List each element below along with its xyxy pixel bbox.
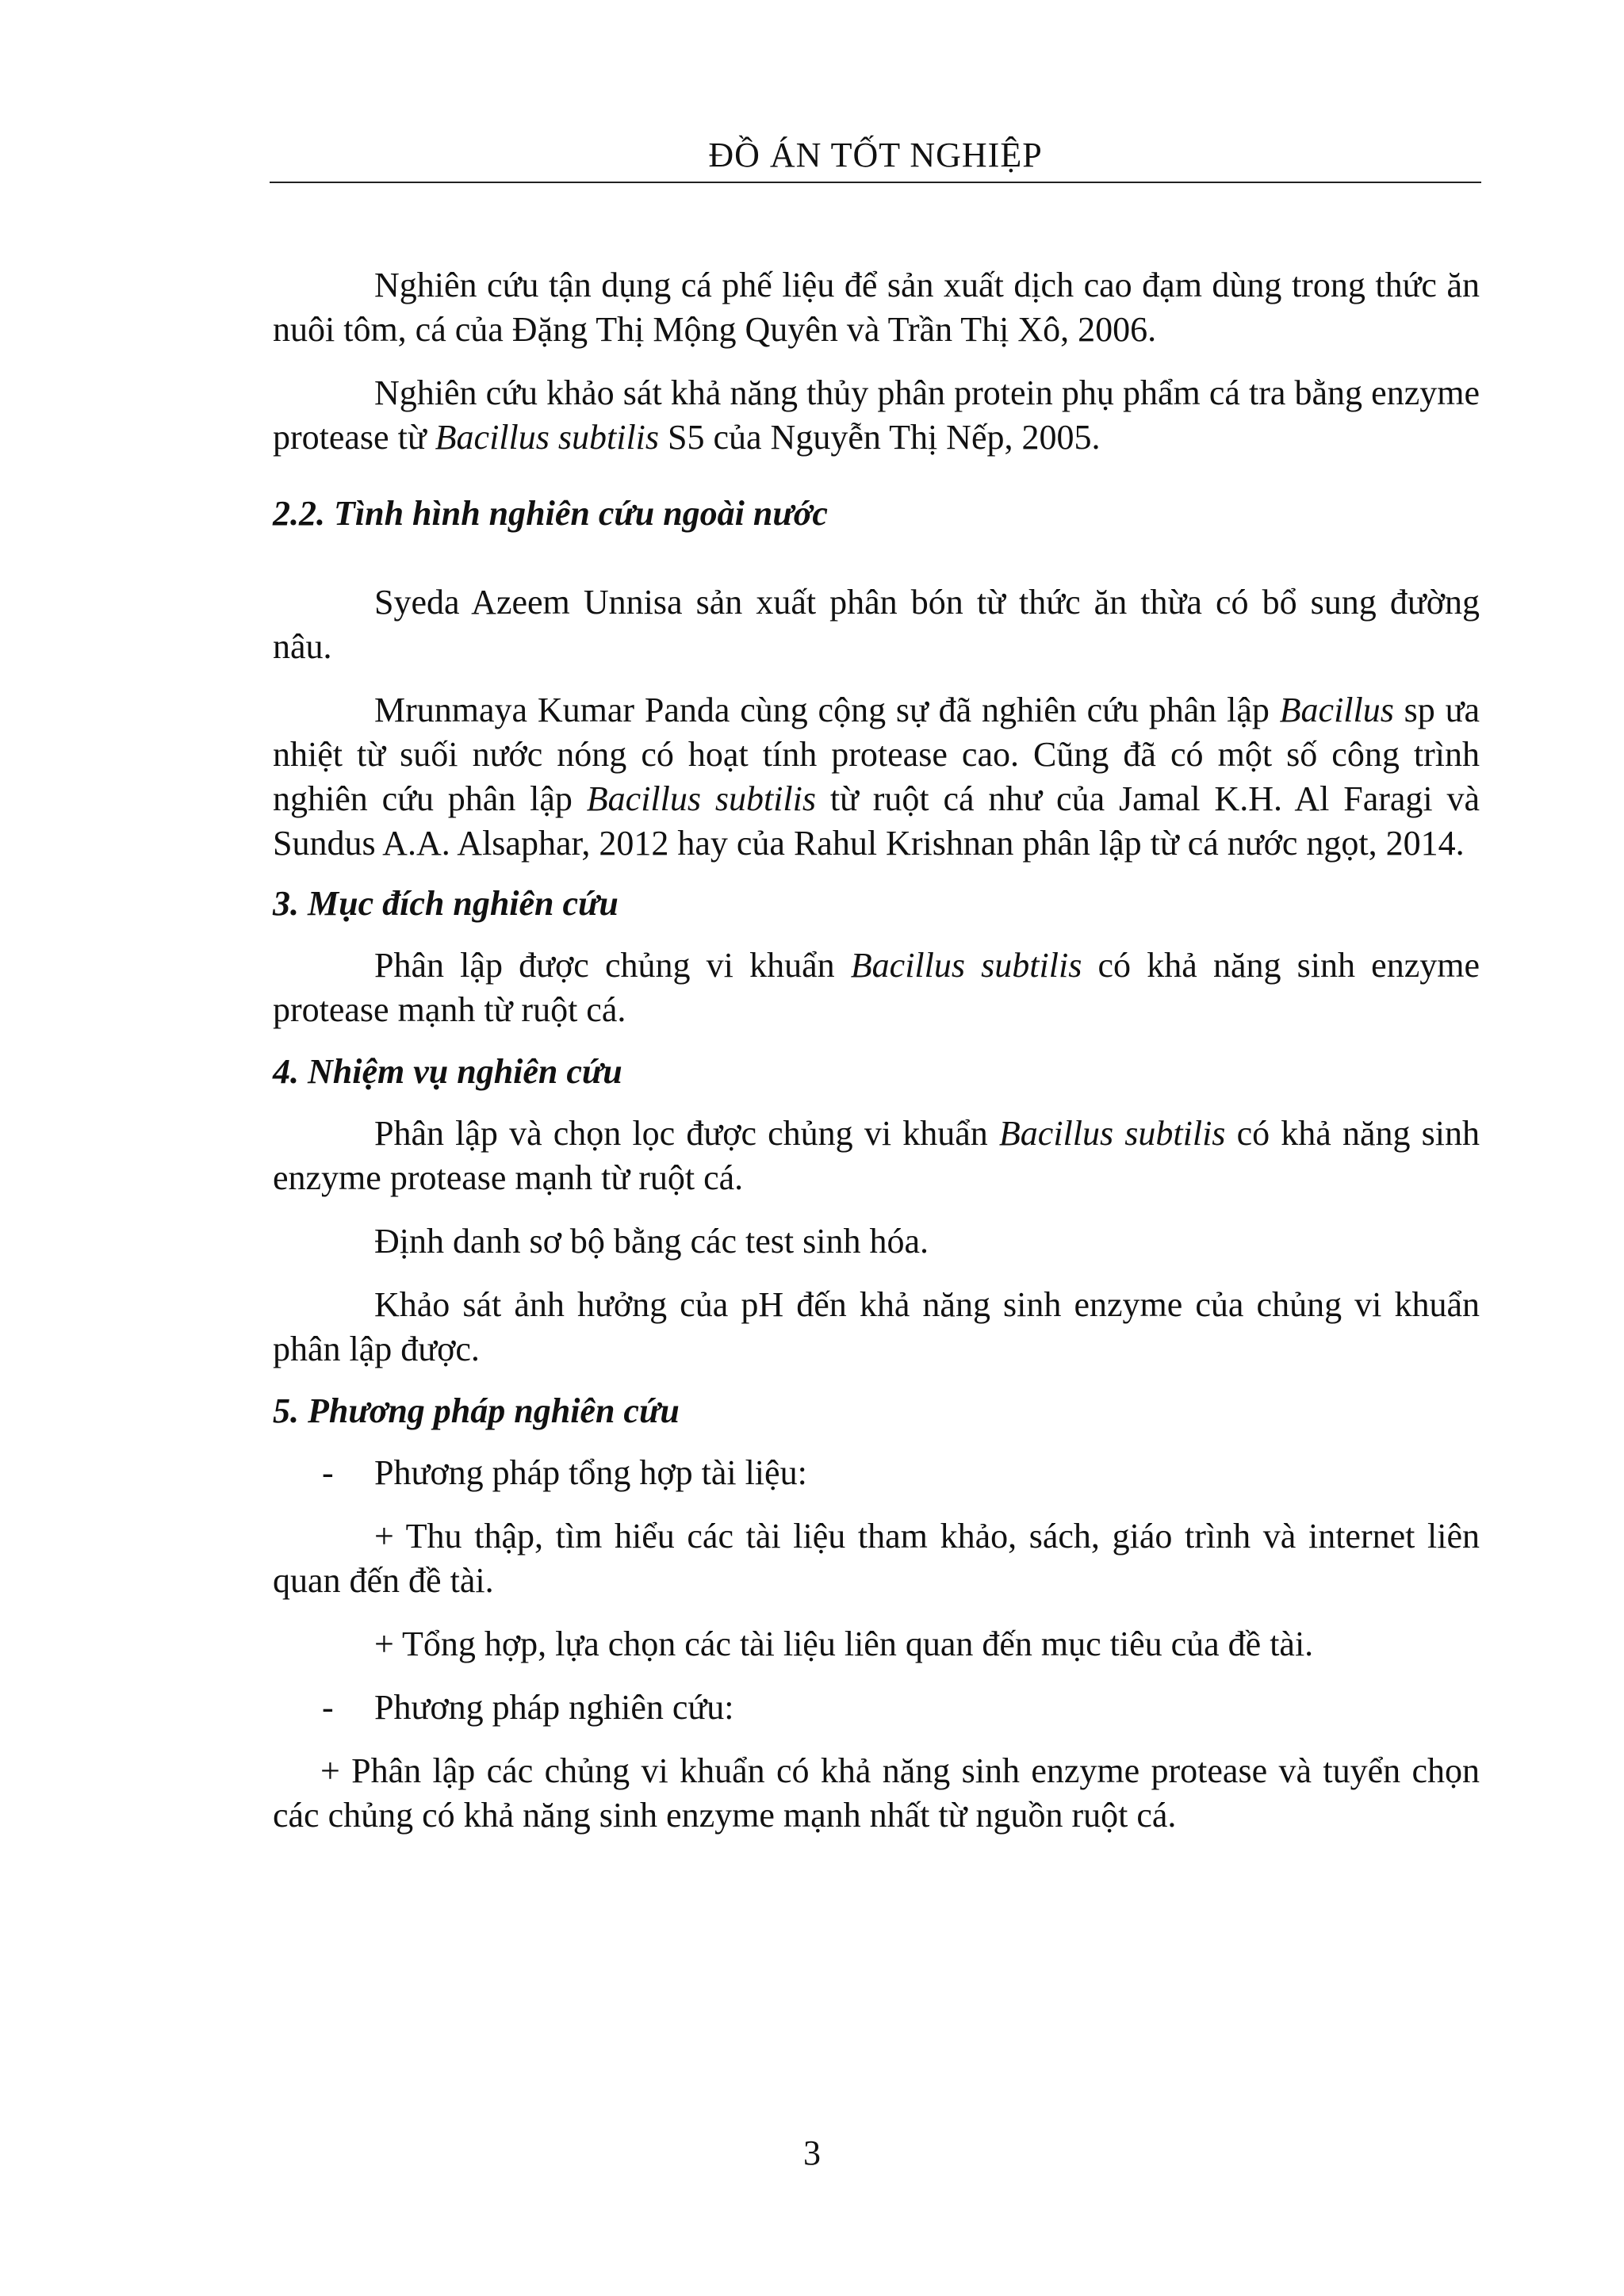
- paragraph-task-ph-survey: Khảo sát ảnh hưởng của pH đến khả năng sinh enzyme của chủng vi khuẩn phân lập được.: [273, 1285, 1480, 1368]
- species-name: Bacillus: [1279, 691, 1394, 729]
- text-run: Phân lập được chủng vi khuẩn: [374, 946, 851, 985]
- paragraph-collect-literature: + Thu thập, tìm hiểu các tài liệu tham khảo, sách, giáo trình và internet liên quan đến đề tài.: [273, 1517, 1480, 1600]
- list-item-literature-method: [273, 1451, 1480, 1495]
- text-run: Phân lập và chọn lọc được chủng vi khuẩn: [374, 1114, 999, 1153]
- text-run: Nghiên cứu khảo sát khả năng thủy phân protein phụ phẩm cá tra bằng enzyme protease từ: [273, 373, 1480, 457]
- paragraph-fertilizer-study: Syeda Azeem Unnisa sản xuất phân bón từ thức ăn thừa có bổ sung đường nâu.: [273, 583, 1480, 666]
- paragraph-objective: [273, 943, 1480, 1032]
- text-run: Mrunmaya Kumar Panda cùng cộng sự đã nghiên cứu phân lập: [374, 691, 1280, 729]
- paragraph-synthesize-literature: + Tổng hợp, lựa chọn các tài liệu liên quan đến mục tiêu của đề tài.: [374, 1624, 1314, 1663]
- header-rule: [270, 182, 1481, 183]
- page-number: 3: [803, 2133, 821, 2172]
- document-body: [273, 263, 1480, 1838]
- species-name: Bacillus subtilis: [586, 779, 816, 818]
- text-run: S5 của Nguyễn Thị Nếp, 2005.: [659, 418, 1101, 457]
- list-item-label: Phương pháp tổng hợp tài liệu:: [374, 1453, 807, 1492]
- list-item-research-method: [273, 1686, 1480, 1730]
- running-header: ĐỒ ÁN TỐT NGHIỆP: [708, 136, 1043, 174]
- text-run: có khả năng sinh enzyme protease mạnh từ ruột cá.: [273, 1114, 1480, 1197]
- paragraph-hydrolysis-study: [273, 371, 1480, 460]
- paragraph-bacillus-isolation: [273, 688, 1480, 866]
- text-run: có khả năng sinh enzyme protease mạnh từ ruột cá.: [273, 946, 1480, 1029]
- section-heading-5: 5. Phương pháp nghiên cứu: [273, 1391, 680, 1430]
- dash-bullet: -: [322, 1688, 334, 1727]
- list-item-label: Phương pháp nghiên cứu:: [374, 1688, 734, 1727]
- dash-bullet: -: [322, 1453, 334, 1492]
- text-run: từ ruột cá như của Jamal K.H. Al Faragi và Sundus A.A. Alsaphar, 2012 hay của Rahul Krishnan phân lập từ cá nước ngọt, 2014.: [273, 779, 1480, 863]
- paragraph-task-identification: Định danh sơ bộ bằng các test sinh hóa.: [374, 1222, 929, 1261]
- section-heading-3: 3. Mục đích nghiên cứu: [273, 884, 619, 923]
- species-name: Bacillus subtilis: [850, 946, 1082, 985]
- section-heading-4: 4. Nhiệm vụ nghiên cứu: [273, 1052, 622, 1091]
- section-heading-2-2: 2.2. Tình hình nghiên cứu ngoài nước: [273, 494, 828, 533]
- paragraph-fish-byproduct-study: Nghiên cứu tận dụng cá phế liệu để sản xuất dịch cao đạm dùng trong thức ăn nuôi tôm, cá của Đặng Thị Mộng Quyên và Trần Thị Xô, 2006.: [273, 266, 1480, 349]
- paragraph-isolate-strains: + Phân lập các chủng vi khuẩn có khả năng sinh enzyme protease và tuyển chọn các chủng có khả năng sinh enzyme mạnh nhất từ nguồn ruột cá.: [273, 1751, 1480, 1835]
- species-name: Bacillus subtilis: [998, 1114, 1226, 1153]
- text-run: sp ưa nhiệt từ suối nước nóng có hoạt tính protease cao. Cũng đã có một số công trình nghiên cứu phân lập: [273, 691, 1480, 818]
- species-name: Bacillus subtilis: [435, 418, 660, 457]
- paragraph-task-isolation: [273, 1112, 1480, 1200]
